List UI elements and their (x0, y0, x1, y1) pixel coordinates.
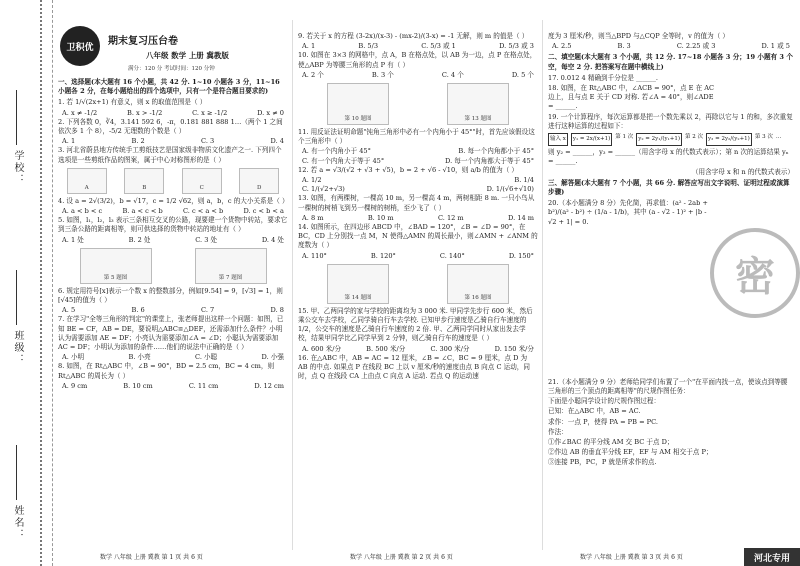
option: C. 300 米/分 (430, 344, 470, 353)
flow-box: 输入 x (548, 133, 568, 146)
question-12-options-ab (298, 176, 538, 185)
paper-header (58, 26, 288, 72)
question-5-options (58, 236, 288, 245)
option: B. 5/3 (358, 42, 379, 51)
papercut-image: C (182, 168, 222, 194)
question-21: 21.（本小题满分 9 分）老师给同学们布置了一个"在平面内找一点，使该点到等腰三角形的三个顶点的距离相等"的尺规作图任务： (548, 377, 788, 396)
option: B. 小亮 (128, 353, 151, 362)
question-15: 15. 甲、乙两同学的家与学校的距离均为 3 000 米. 甲同学先步行 600 米，然后乘公交车去学校，乙同学骑自行车去学校. 已知甲步行速度是乙骑自行车速度的 1/2，公交车的速度是乙骑自行车速度的 2 倍. 甲、乙两同学同时从家出发去学校，结果甲同学比乙同学早到 2 分钟，则乙骑自行车的速度是（ ） (298, 306, 533, 343)
option: C. 5/3 或 1 (421, 42, 456, 51)
page-footer: 数学 八年级 上册 冀教 第 1 页 共 6 页 (100, 554, 203, 561)
question-21-line: 作法： (548, 427, 568, 436)
question-16-options (548, 42, 794, 51)
question-13: 13. 如图，有两棵树，一棵高 10 m，另一棵高 4 m，两树相距 8 m. 一只小鸟从一棵树的树梢飞到另一棵树的树梢，至少飞了（ ） (298, 194, 535, 212)
figure-10-grid: 第 10 题图 (327, 83, 389, 125)
question-17: 17. 0.012 4 精确到千分位是 ______. (548, 73, 658, 82)
question-16-continued: 度为 3 厘米/秒，则当△BPD 与△CQP 全等时，v 的值为（ ） (548, 32, 730, 40)
option: C. x ≥ -1/2 (192, 108, 228, 117)
school-line (16, 90, 17, 145)
paper-subtitle: 八年级 数学 上册 冀教版 (146, 51, 229, 60)
option: D. 每一个内角都大于等于 45° (445, 156, 534, 165)
seal-line (40, 0, 43, 566)
question-19-note: （用含字母 x 和 n 的代数式表示） (691, 167, 794, 176)
option: B. 2 (131, 137, 145, 146)
option: D. 8 (270, 306, 284, 315)
option: D. 14 m (508, 213, 534, 222)
option: C. 7 (201, 306, 215, 315)
column-1 (58, 76, 288, 546)
option: C. c < a < b (182, 207, 224, 216)
question-11-options-ab (298, 147, 538, 156)
question-21-line: ③连接 PB，PC，P 就是所求作的点. (548, 458, 657, 467)
column-divider (292, 20, 293, 550)
option: D. 4 处 (261, 235, 284, 244)
figures-14-16 (298, 264, 538, 304)
option: A. 600 米/分 (302, 344, 342, 353)
option: C. 11 cm (188, 381, 219, 390)
option: D. c < b < a (243, 207, 284, 216)
question-12: 12. 若 a = √3/(√2 + √3 + √5)，b = 2 + √6 - √10，则 a/b 的值为（ ） (298, 165, 518, 174)
question-19-blanks: 则 y₂ = ______，y₃ = ______（用含字母 x 的代数式表示）；第 n 次的运算结果 yₙ = ______. (548, 148, 789, 166)
option: A. 8 m (302, 213, 324, 222)
option: D. 4 (270, 137, 284, 146)
question-20: 20.（本小题满分 8 分）先化简，再求值：(a² - 2ab + b²)/(a² - b²) ÷ (1/a - 1/b)，其中 (a - √2 - 1)² + |b - √2 + 1| = 0. (548, 199, 708, 226)
question-16: 16. 在△ABC 中，AB = AC = 12 厘米，∠B = ∠C，BC = 9 厘米，点 D 为 AB 的中点. 如果点 P 在线段 BC 上以 v 厘米/秒的速度由点 B 向点 C 运动，同时，点 Q 在线段 CA 上由点 C 向点 A 运动. 若点 Q 的运动速 (298, 353, 530, 381)
option: C. 12 m (437, 213, 464, 222)
flow-box: y₃ = 2y₂/(y₂+1) (706, 133, 752, 146)
section-2-heading: 二、填空题(本大题有 3 个小题，共 12 分. 17~18 小题各 3 分；19 小题有 3 个空，每空 2 分. 把答案写在题中横线上) (548, 53, 793, 71)
option: B. 10 cm (123, 381, 153, 390)
brand-logo: 卫积优 (60, 26, 100, 66)
class-label: 班级： (12, 330, 23, 366)
page-footer: 数学 八年级 上册 冀教 第 3 页 共 6 页 (580, 554, 683, 561)
question-5: 5. 如图，l₁，l₂，l₃ 表示三条相互交叉的公路，现要建一个货物中转站，要求它到三条公路的距离相等，则可供选择的货物中转站的地址有（ ） (58, 216, 288, 234)
question-4-options (58, 207, 288, 216)
option: A. 1/2 (302, 176, 322, 185)
question-8-options (58, 382, 288, 391)
figures-10-13 (298, 83, 538, 125)
class-line (16, 270, 17, 325)
question-18: 18. 如图，在 Rt△ABC 中，∠ACB = 90°，点 E 在 AC 边上，且与点 E 关于 CD 对称. 若∠A = 40°，则∠ADE = ______. (548, 84, 715, 111)
column-divider (542, 20, 543, 550)
region-badge: 河北专用 (744, 548, 800, 566)
question-21-line: 下面是小聪同学设计的尺规作图过程： (548, 397, 661, 406)
flow-arrow-label: 第 1 次 (615, 134, 634, 141)
option: D. 5/3 或 3 (499, 42, 534, 51)
flow-arrow-label: 第 2 次 (685, 134, 704, 141)
binding-margin (0, 0, 53, 566)
name-line (16, 445, 17, 500)
option: D. 1/(√6+√10) (486, 185, 534, 194)
option: D. 小强 (261, 353, 284, 362)
flow-box: y₂ = 2y₁/(y₁+1) (636, 133, 682, 146)
option: A. 2 个 (302, 70, 324, 79)
option: B. 10 m (367, 213, 394, 222)
question-3: 3. 河北省蔚县地方传统手工剪纸技艺是国家级非物质文化遗产之一. 下列四个选项是一些剪纸作品的图案，属于中心对称图形的是（ ） (58, 146, 282, 164)
question-6: 6. 规定用符号[x]表示一个数 x 的整数部分，例如[9.54] = 9，[√3] = 1，则[√45]的值为（ ） (58, 286, 283, 305)
section-3-heading: 三、解答题(本大题有 7 个小题，共 66 分. 解答应写出文字说明、证明过程或演算步骤) (548, 178, 790, 197)
question-1: 1. 若 1/√(2x+1) 有意义，则 x 的取值范围是（ ） (58, 98, 207, 107)
question-11: 11. 用反证法证明命题"钝角三角形中必有一个内角小于 45°"时，首先应该假设这个三角形中（ ） (298, 128, 535, 146)
option: B. 3 个 (371, 70, 394, 79)
question-21-line: ①作∠BAC 的平分线 AM 交 BC 于点 D； (548, 438, 674, 447)
papercut-figures (58, 168, 288, 194)
question-10: 10. 如图在 3×3 的网格中，点 A，B 在格点处，以 AB 为一边，点 P 在格点处，使△ABP 为等腰三角形的点 P 有（ ） (298, 51, 537, 69)
paper-title: 期末复习压台卷 (108, 36, 178, 47)
question-2: 2. 下列各数 0，∛4，3.141 592 6，-π，0.181 881 888 1…（两个 1 之间依次多 1 个 8），-5/2 无理数的个数是（ ） (58, 117, 283, 136)
option: D. 1 或 5 (761, 42, 790, 51)
question-14: 14. 如图所示，在四边形 ABCD 中，∠BAD = 120°，∠B = ∠D = 90°，在 BC，CD 上分别找一点 M，N 使得△AMN 的周长最小，则∠AMN + ∠ANM 的度数为（ ） (298, 223, 538, 250)
option: C. 3 (201, 137, 215, 146)
question-21-line: 已知：在△ABC 中，AB = AC. (548, 407, 641, 416)
option: A. 110° (302, 251, 327, 260)
option: D. 150 米/分 (494, 344, 534, 353)
figure-16: 第 16 题图 (447, 264, 509, 304)
papercut-image: B (124, 168, 164, 194)
option: C. 1/(√2+√3) (302, 185, 345, 194)
figure-5: 第 5 题图 (80, 248, 152, 284)
exam-info: 满分：120 分 考试时间：120 分钟 (128, 66, 215, 72)
papercut-image: D (239, 168, 279, 194)
page-footer: 数学 八年级 上册 冀教 第 2 页 共 6 页 (350, 554, 453, 561)
school-label: 学校： (12, 150, 23, 186)
question-11-options-cd (298, 157, 538, 166)
option: D. x ≠ 0 (257, 108, 284, 117)
option: B. 120° (370, 251, 396, 260)
option: B. 1/4 (514, 176, 534, 185)
option: C. 有一个内角大于等于 45° (302, 156, 385, 165)
question-1-options (58, 109, 288, 118)
section-1-heading: 一、选择题(本大题有 16 个小题，共 42 分. 1~10 小题各 3 分，11~16 小题各 2 分，在每小题给出的四个选项中，只有一个是符合题目要求的) (58, 78, 280, 96)
option: B. a < c < b (122, 207, 163, 216)
option: A. 2.5 (552, 42, 572, 51)
option: A. 1 (62, 137, 76, 146)
figures-5-7 (58, 248, 288, 284)
option: A. 5 (62, 306, 76, 315)
figure-14: 第 14 题图 (327, 264, 389, 304)
option: D. 150° (508, 251, 534, 260)
option: B. 3 (617, 42, 631, 51)
question-21-line: ②作边 AB 的垂直平分线 EF，EF 与 AM 相交于点 P； (548, 448, 713, 457)
option: B. x > -1/2 (126, 108, 163, 117)
question-13-options (298, 214, 538, 223)
option: A. x ≠ -1/2 (62, 108, 98, 117)
name-label: 姓名： (12, 505, 23, 541)
option: B. 500 米/分 (366, 344, 406, 353)
column-2 (298, 32, 538, 548)
option: C. 140° (439, 251, 465, 260)
figure-13-trees: 第 13 题图 (447, 83, 509, 125)
question-21-line: 求作：一点 P，使得 PA = PB = PC. (548, 417, 659, 426)
question-8: 8. 如图，在 Rt△ABC 中，∠B = 90°，BD = 2.5 cm，BC = 4 cm，则 Rt△ABC 的周长为（ ） (58, 362, 275, 380)
question-14-options (298, 252, 538, 261)
option: D. 12 cm (254, 381, 284, 390)
question-10-options (298, 71, 538, 80)
option: A. 小明 (62, 353, 85, 362)
papercut-image: A (67, 168, 107, 194)
option: C. 3 处 (195, 235, 218, 244)
option: C. 2.25 或 3 (676, 42, 716, 51)
question-19: 19. 一个计算程序，每次运算都是把一个数先乘以 2，再除以它与 1 的和，多次重复进行这种运算的过程如下： (548, 112, 793, 130)
option: A. 有一个内角小于 45° (302, 147, 371, 156)
option: A. 9 cm (62, 381, 88, 390)
option: D. 5 个 (511, 70, 534, 79)
option: A. 1 (302, 42, 316, 51)
option: A. a < b < c (62, 207, 103, 216)
flow-box: y₁ = 2x/(x+1) (571, 133, 612, 146)
question-7: 7. 在学习"全等三角形的判定"的课堂上，张老师提出这样一个问题：如图，已知 BE = CF，AB = DE，要说明△ABC≌△DEF，还需添加什么条件？小明认为需要添加 AE = DF；小亮认为需要添加∠A = ∠D；小聪认为需要添加 AC = DF；小明认为添加的条件……他们的说法中正确的是（ ） (58, 315, 284, 352)
question-19-flowchart (548, 133, 794, 146)
flow-arrow-label: 第 3 次 (754, 134, 773, 141)
option: C. 小聪 (195, 353, 218, 362)
figure-7: 第 7 题图 (195, 248, 267, 284)
option: B. 6 (131, 306, 145, 315)
question-9: 9. 若关于 x 的方程 (3-2x)/(x-3) - (mx-2)/(3-x) = -1 无解，则 m 的值是（ ） (298, 32, 529, 40)
option: B. 每一个内角都小于 45° (458, 147, 534, 156)
option: B. 2 处 (128, 235, 151, 244)
option: C. 4 个 (441, 70, 464, 79)
secret-stamp-icon: 密 (710, 228, 800, 318)
flow-ellipsis: … (775, 134, 782, 141)
option: A. 1 处 (62, 235, 84, 244)
question-4: 4. 设 a = 2√(3/2)，b = √17，c = 1/2 √62，则 a，b，c 的大小关系是（ ） (58, 196, 289, 205)
question-15-options (298, 345, 538, 354)
